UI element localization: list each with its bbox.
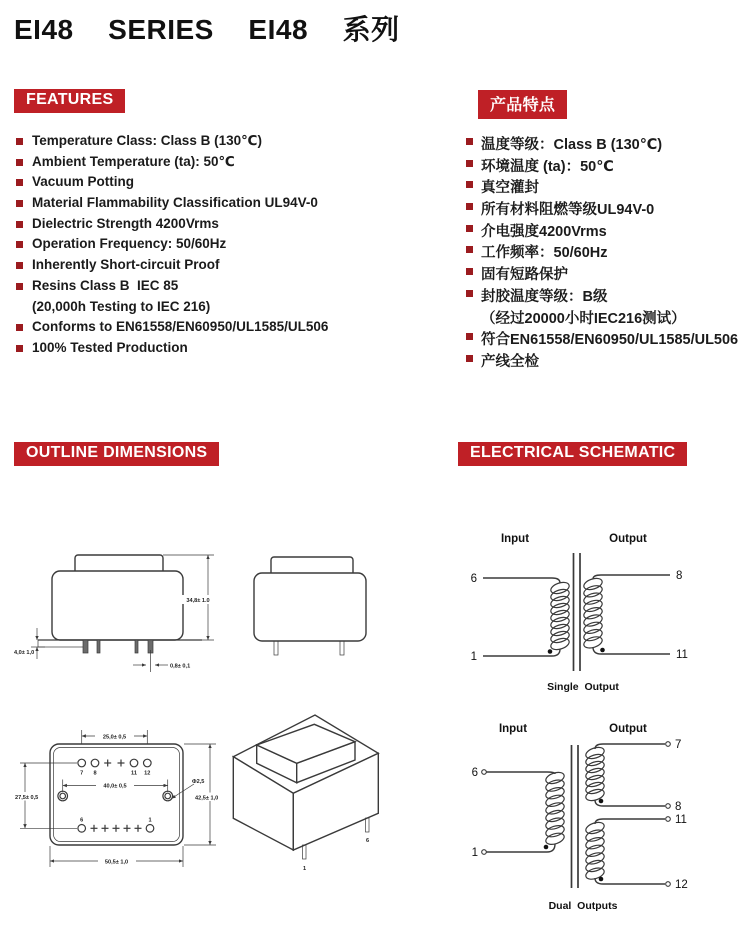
terminal-label: 8 bbox=[676, 570, 683, 582]
feature-row bbox=[466, 241, 742, 263]
terminal-circle bbox=[482, 850, 487, 855]
feature-text: 介电强度4200Vrms bbox=[481, 223, 607, 240]
feature-row bbox=[466, 328, 742, 350]
pin-label: 7 bbox=[80, 770, 84, 777]
dim-label-top-pitch: 25,0± 0,5 bbox=[102, 734, 127, 741]
pin-label: 11 bbox=[131, 770, 137, 777]
dim-label-pin-length: 4,0± 1,0 bbox=[14, 650, 35, 656]
bullet-icon bbox=[466, 225, 473, 232]
dual-output-schematic bbox=[452, 704, 744, 947]
pin-length-dimension bbox=[14, 628, 45, 659]
side-view-drawing bbox=[245, 530, 420, 690]
dim-label-body-height: 42,5± 1,0 bbox=[195, 795, 219, 802]
feature-row-continuation bbox=[466, 307, 742, 329]
bullet-icon bbox=[16, 324, 23, 331]
feature-row bbox=[466, 133, 742, 155]
feature-text: Inherently Short-circuit Proof bbox=[32, 257, 220, 273]
bullet-icon bbox=[16, 138, 23, 145]
feature-text: Dielectric Strength 4200Vrms bbox=[32, 215, 219, 231]
core-lines bbox=[574, 553, 581, 671]
coil-secondary bbox=[582, 576, 603, 650]
dim-label-height: 34,8± 1.0 bbox=[186, 598, 210, 604]
schematic-caption: Dual Outputs bbox=[548, 900, 618, 912]
feature-row bbox=[466, 198, 742, 220]
iso-view-drawing bbox=[228, 712, 428, 902]
feature-row bbox=[466, 350, 742, 372]
bullet-icon bbox=[466, 268, 473, 275]
feature-row bbox=[466, 285, 742, 307]
feature-text: Material Flammability Classification UL94V-0 bbox=[32, 195, 318, 211]
page-title: EI48 SERIES EI48 系列 bbox=[14, 14, 400, 45]
feature-row bbox=[16, 154, 446, 175]
feature-text: Temperature Class: Class B (130℃) bbox=[32, 133, 262, 148]
input-label: Input bbox=[498, 723, 528, 735]
feature-text: (20,000h Testing to IEC 216) bbox=[32, 298, 211, 314]
terminal-label: 12 bbox=[675, 879, 688, 891]
features-list-en bbox=[16, 133, 446, 361]
terminal-circle bbox=[666, 804, 671, 809]
feature-row bbox=[16, 133, 446, 154]
bullet-icon bbox=[466, 246, 473, 253]
terminal-label: 6 bbox=[471, 767, 478, 779]
features-list-cn bbox=[466, 133, 742, 372]
primary-winding bbox=[472, 767, 566, 859]
bullet-icon bbox=[16, 345, 23, 352]
front-view-drawing bbox=[14, 525, 234, 703]
bullet-icon bbox=[466, 333, 473, 340]
pin-label: 1 bbox=[302, 866, 307, 872]
electrical-schematic-header: ELECTRICAL SCHEMATIC bbox=[458, 442, 687, 466]
feature-row bbox=[16, 216, 446, 237]
single-output-schematic bbox=[455, 520, 740, 700]
input-label: Input bbox=[500, 533, 530, 545]
feature-text: 温度等级：Class B (130℃) bbox=[481, 137, 663, 153]
feature-text: 工作频率：50/60Hz bbox=[481, 245, 608, 262]
feature-row bbox=[16, 257, 446, 278]
terminal-circle bbox=[666, 817, 671, 822]
dim-label-body-width: 50,5± 1,0 bbox=[104, 859, 129, 866]
dim-label-hole-pitch: 40,0± 0,5 bbox=[103, 783, 127, 790]
feature-text: （经过20000小时IEC216测试） bbox=[481, 310, 686, 327]
feature-row bbox=[16, 236, 446, 257]
base-plate bbox=[38, 640, 85, 647]
bullet-icon bbox=[16, 159, 23, 166]
winding-dot bbox=[548, 649, 553, 654]
features-cn-section-header: 产品特点 bbox=[478, 90, 567, 119]
bullet-icon bbox=[466, 355, 473, 362]
output-label: Output bbox=[609, 723, 647, 735]
features-section-header: FEATURES bbox=[14, 89, 125, 113]
bullet-icon bbox=[16, 200, 23, 207]
pin-label: 1 bbox=[148, 817, 152, 824]
bullet-icon bbox=[466, 290, 473, 297]
feature-text: Ambient Temperature (ta): 50℃ bbox=[32, 153, 235, 169]
feature-row bbox=[16, 278, 446, 299]
coil-primary bbox=[549, 580, 570, 651]
primary-winding bbox=[471, 573, 571, 663]
terminal-label: 1 bbox=[471, 847, 478, 859]
pin-label: 6 bbox=[365, 838, 370, 844]
terminal-label: 11 bbox=[676, 649, 688, 661]
terminal-label: 11 bbox=[675, 814, 687, 826]
bullet-icon bbox=[466, 181, 473, 188]
feature-text: 产线全检 bbox=[481, 353, 539, 370]
feature-row bbox=[466, 176, 742, 198]
bullet-icon bbox=[466, 138, 473, 145]
bullet-icon bbox=[16, 179, 23, 186]
terminal-label: 1 bbox=[470, 651, 477, 663]
pins bbox=[83, 640, 153, 653]
pin-diameter-dimension bbox=[133, 650, 190, 672]
terminal-label: 7 bbox=[675, 739, 682, 751]
feature-text: Vacuum Potting bbox=[32, 174, 135, 190]
bullet-icon bbox=[16, 241, 23, 248]
terminal-circle bbox=[666, 742, 671, 747]
dim-label-row-pitch: 27,5± 0,5 bbox=[15, 795, 39, 801]
terminal-label: 8 bbox=[675, 801, 682, 813]
feature-row bbox=[16, 195, 446, 216]
pins bbox=[274, 641, 344, 655]
feature-row bbox=[466, 220, 742, 242]
feature-text: 真空灌封 bbox=[481, 180, 539, 197]
body-height-dimension bbox=[184, 744, 226, 845]
pin-label: 12 bbox=[144, 770, 151, 777]
transformer-body bbox=[52, 571, 183, 640]
feature-row-continuation bbox=[16, 299, 446, 320]
feature-text: 封胶温度等级：B级 bbox=[481, 288, 608, 305]
outline-dimensions-header: OUTLINE DIMENSIONS bbox=[14, 442, 219, 466]
feature-text: 所有材料阻燃等级UL94V-0 bbox=[481, 202, 655, 219]
bottom-view-drawing bbox=[14, 715, 229, 900]
transformer-body bbox=[254, 573, 366, 641]
winding-dot bbox=[599, 877, 604, 882]
schematic-caption: Single Output bbox=[547, 681, 619, 693]
feature-row bbox=[16, 319, 446, 340]
feature-text: 固有短路保护 bbox=[481, 267, 568, 284]
bullet-icon bbox=[16, 262, 23, 269]
dim-label-hole-dia: Φ2,5 bbox=[192, 779, 205, 785]
body-width-dimension bbox=[50, 846, 183, 867]
winding-dot bbox=[600, 648, 605, 653]
terminal-circle bbox=[666, 882, 671, 887]
coil-primary bbox=[544, 770, 565, 846]
feature-row bbox=[466, 263, 742, 285]
feature-text: 符合EN61558/EN60950/UL1585/UL506 bbox=[481, 332, 739, 349]
feature-text: Conforms to EN61558/EN60950/UL1585/UL506 bbox=[32, 319, 329, 335]
coil-secondary-2 bbox=[584, 820, 605, 881]
transformer-3d-body bbox=[233, 715, 378, 850]
bullet-icon bbox=[466, 160, 473, 167]
feature-row bbox=[16, 174, 446, 195]
feature-row bbox=[466, 155, 742, 177]
bullet-icon bbox=[466, 203, 473, 210]
secondary-winding-2 bbox=[584, 814, 687, 891]
dim-label-pin-dia: 0,8± 0,1 bbox=[170, 663, 191, 670]
core-lines bbox=[572, 745, 579, 888]
terminal-label: 6 bbox=[470, 573, 477, 585]
bullet-icon bbox=[16, 221, 23, 228]
secondary-winding bbox=[582, 570, 688, 661]
pin-label: 8 bbox=[93, 770, 97, 777]
coil-secondary-1 bbox=[584, 745, 605, 802]
feature-row bbox=[16, 340, 446, 361]
feature-text: Resins Class B IEC 85 bbox=[32, 277, 179, 293]
feature-text: Operation Frequency: 50/60Hz bbox=[32, 236, 227, 252]
output-label: Output bbox=[609, 533, 647, 545]
winding-dot bbox=[599, 799, 604, 804]
pin-label: 6 bbox=[80, 817, 84, 824]
terminal-circle bbox=[482, 770, 487, 775]
winding-dot bbox=[544, 845, 549, 850]
feature-text: 100% Tested Production bbox=[32, 339, 188, 355]
feature-text: 环境温度 (ta)：50℃ bbox=[481, 158, 614, 175]
secondary-winding-1 bbox=[584, 739, 681, 813]
bullet-icon bbox=[16, 283, 23, 290]
